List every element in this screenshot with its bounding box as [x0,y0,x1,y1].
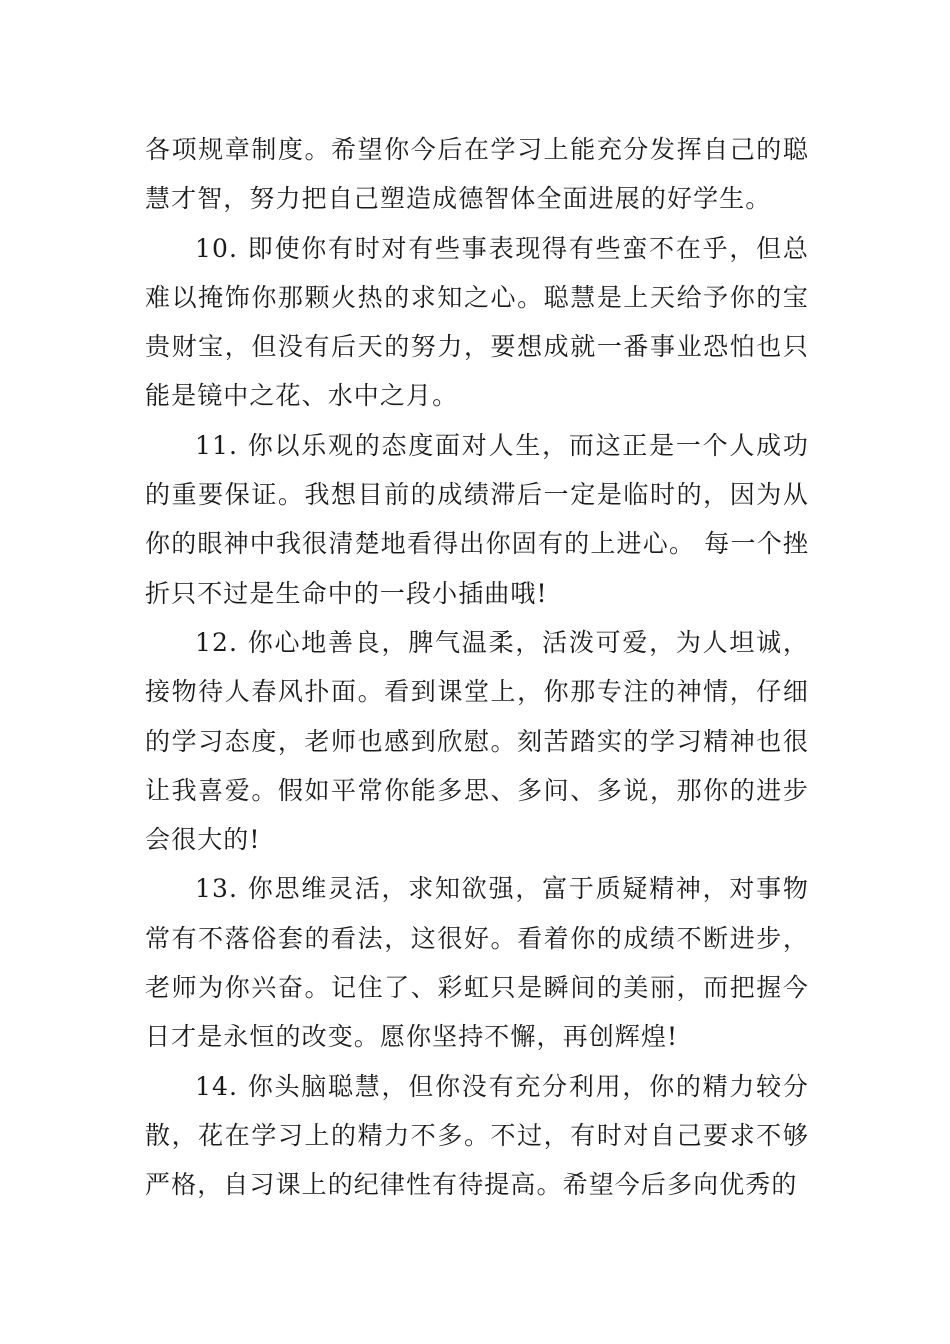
paragraph-comment-13: 13. 你思维灵活，求知欲强，富于质疑精神，对事物常有不落俗套的看法，这很好。看着你的成绩不断进步，老师为你兴奋。记住了、彩虹只是瞬间的美丽，而把握今日才是永恒的改变。愿你坚持不懈，再创辉煌! [145,874,809,1052]
paragraph-comment-10: 10. 即使你有时对有些事表现得有些蛮不在乎，但总难以掩饰你那颗火热的求知之心。聪慧是上天给予你的宝贵财宝，但没有后天的努力，要想成就一番事业恐怕也只能是镜中之花、水中之月。 [145,233,809,411]
body-text [145,125,809,1210]
paragraph-comment-12: 12. 你心地善良，脾气温柔，活泼可爱，为人坦诚，接物待人春风扑面。看到课堂上，你那专注的神情，仔细的学习态度，老师也感到欣慰。刻苦踏实的学习精神也很让我喜爱。假如平常你能多思、多问、多说，那你的进步会很大的! [145,627,809,855]
paragraph-continuation: 各项规章制度。希望你今后在学习上能充分发挥自己的聪慧才智，努力把自己塑造成德智体全面进展的好学生。 [145,135,809,214]
paragraph-comment-14: 14. 你头脑聪慧，但你没有充分利用，你的精力较分散，花在学习上的精力不多。不过，有时对自己要求不够严格，自习课上的纪律性有待提高。希望今后多向优秀的 [145,1071,809,1200]
paragraph-comment-11: 11. 你以乐观的态度面对人生，而这正是一个人成功的重要保证。我想目前的成绩滞后一定是临时的，因为从你的眼神中我很清楚地看得出你固有的上进心。 每一个挫折只不过是生命中的一段小插曲哦! [145,430,809,608]
